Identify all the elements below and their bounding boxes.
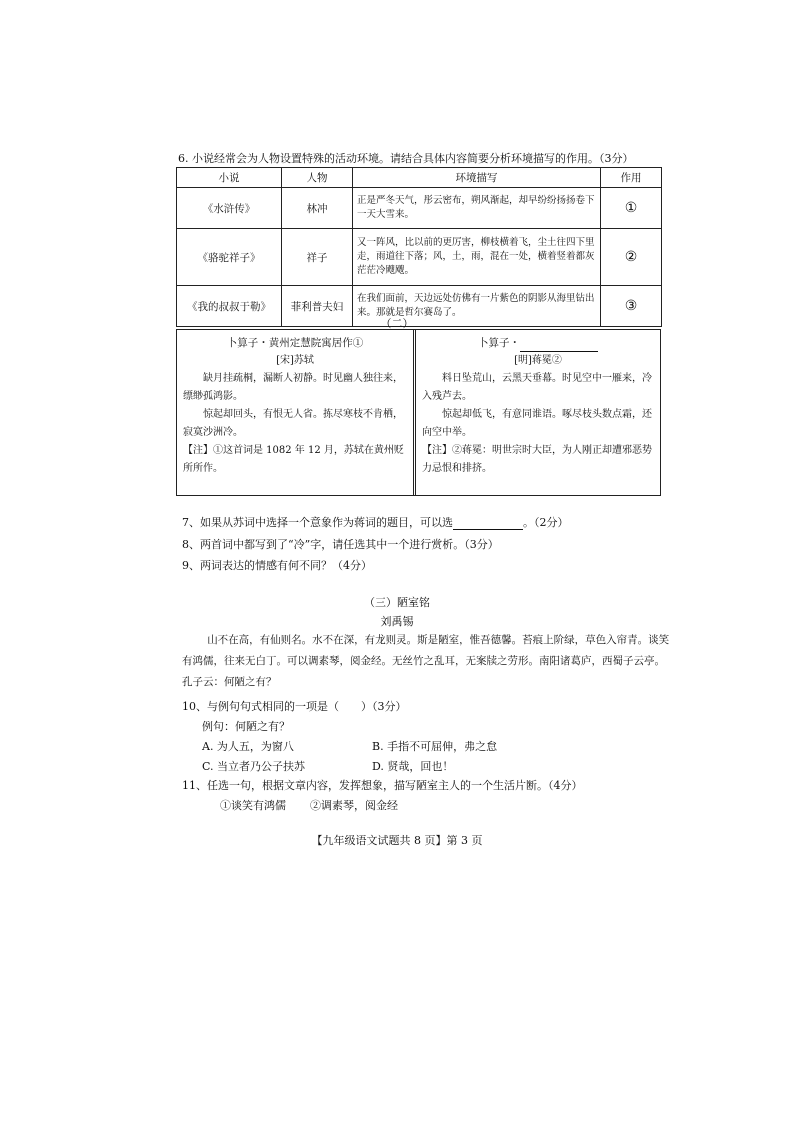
col-header-role: 作用 [601,168,662,188]
question-6: 6. 小说经常会为人物设置特殊的活动环境。请结合具体内容简要分析环境描写的作用。（3分） [178,152,634,165]
section-2-heading: （二） [380,317,414,330]
environment-description: 正是严冬天气，彤云密布，朔风渐起，却早纷纷扬扬卷下一天大雪来。 [353,188,601,229]
poem-1-stanza-1: 缺月挂疏桐，漏断人初静。时见幽人独往来，缥缈孤鸿影。 [183,373,403,402]
question-7-text: 7、如果从苏词中选择一个意象作为蒋词的题目，可以选 [182,516,453,529]
example-sentence: 例句：何陋之有？ [202,720,290,733]
novel-name: 《我的叔叔于勒》 [177,286,282,327]
page-footer: 【九年级语文试题共 8 页】第 3 页 [311,834,483,847]
col-header-description: 环境描写 [353,168,601,188]
question-8: 8、两首词中都写到了“冷”字，请任选其中一个进行赏析。（3分） [182,538,499,551]
novel-name: 《骆驼祥子》 [177,229,282,286]
question-9: 9、两词表达的情感有何不同？（4分） [182,559,372,572]
choice-2: ②调素琴，阅金经 [310,799,398,812]
role-answer-slot: ② [601,229,662,286]
passage-text: 山不在高，有仙则名。水不在深，有龙则灵。斯是陋室，惟吾德馨。苔痕上阶绿，草色入帘青。谈笑有鸿儒，往来无白丁。可以调素琴，阅金经。无丝竹之乱耳，无案牍之劳形。南阳诸葛庐，西蜀子云亭。孔子云：何陋之有？ [182,634,670,688]
poem-2 [415,330,660,495]
section-3-heading: （三）陋室铭 [364,596,430,609]
poem-2-note: 【注】②蒋冕：明世宗时大臣，为人刚正却遭邪恶势力忌恨和排挤。 [422,445,652,474]
role-answer-slot: ③ [601,286,662,327]
question-7-score: 。（2分） [523,516,569,529]
novel-name: 《水浒传》 [177,188,282,229]
option-d[interactable]: D. 贤哉，回也！ [372,760,454,773]
environment-description: 在我们面前，天边远处仿佛有一片紫色的阴影从海里钻出来。那就是哲尔赛岛了。 [353,286,601,327]
poem-2-stanza-1: 料日坠荒山，云黑天垂幕。时见空中一雁来，冷入残芦去。 [422,373,652,402]
table-row [177,229,662,286]
col-header-character: 人物 [282,168,353,188]
character-name: 菲利普夫妇 [282,286,353,327]
col-header-novel: 小说 [177,168,282,188]
section-3-author: 刘禹锡 [380,615,414,628]
question-11: 11、任选一句，根据文章内容，发挥想象，描写陋室主人的一个生活片断。（4分） [182,779,583,792]
character-name: 林冲 [282,188,353,229]
option-b[interactable]: B. 手指不可屈伸，弗之怠 [372,740,498,753]
character-name: 祥子 [282,229,353,286]
option-c[interactable]: C. 当立者乃公子扶苏 [202,760,306,773]
environment-description: 又一阵风，比以前的更厉害，柳枝横着飞，尘土往四下里走，雨道往下落；风，土，雨，混在一处，横着竖着都灰茫茫冷飕飕。 [353,229,601,286]
poem-1-note: 【注】①这首词是 1082 年 12 月，苏轼在黄州贬所所作。 [183,445,404,474]
poem-2-stanza-2: 惊起却低飞，有意同谁语。啄尽枝头数点霜，还向空中举。 [422,409,652,438]
table-row [177,188,662,229]
poem-2-author: [明]蒋冕② [514,355,562,366]
novel-table [176,167,662,327]
poem-1 [177,330,414,495]
poem-2-title: 卜算子・ [478,337,520,349]
answer-blank[interactable] [453,518,523,530]
question-7 [182,514,569,530]
poem-1-stanza-2: 惊起却回头，有恨无人省。拣尽寒枝不肯栖，寂寞沙洲冷。 [183,409,403,438]
choice-1: ①谈笑有鸿儒 [220,799,286,812]
table-header-row [177,168,662,188]
poem-comparison-box [176,329,661,496]
poem-1-author: [宋]苏轼 [276,355,314,366]
poem-2-title-blank[interactable] [520,340,598,352]
poem-2-title-row [416,334,660,352]
role-answer-slot: ① [601,188,662,229]
question-10: 10、与例句句式相同的一项是（ ）（3分） [182,700,407,713]
poem-1-title: 卜算子・黄州定慧院寓居作① [226,337,364,349]
option-a[interactable]: A. 为人五，为窗八 [202,740,294,753]
